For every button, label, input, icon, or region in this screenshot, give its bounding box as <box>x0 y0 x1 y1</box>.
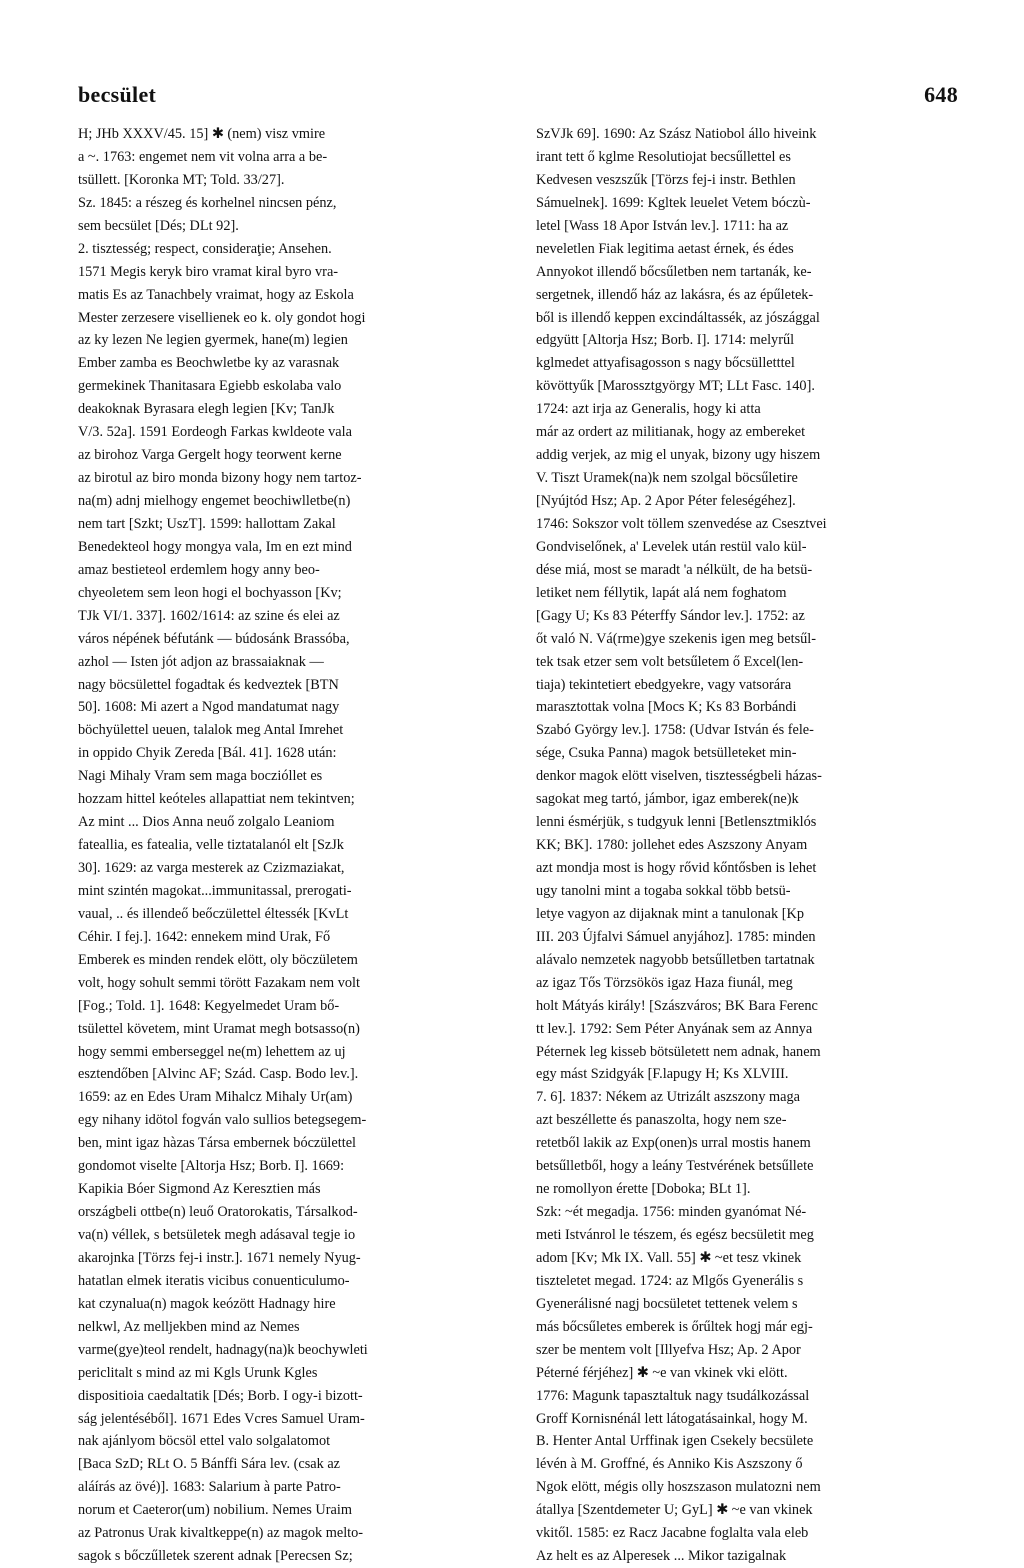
text-line: Sámuelnek]. 1699: Kgltek leuelet Vetem bóczù- <box>536 194 811 211</box>
text-line: retetből lakik az Exp(onen)s urral mostis hanem <box>536 1135 811 1152</box>
text-line: V. Tiszt Uramek(na)k nem szolgal böcsűletire <box>536 470 798 487</box>
text-line: Céhir. I fej.]. 1642: ennekem mind Urak, Fő <box>78 928 331 945</box>
text-line: 2. tisztesség; respect, consideraţie; Ansehen. <box>78 240 332 257</box>
text-line: holt Mátyás király! [Szászváros; BK Bara Ferenc <box>536 997 818 1014</box>
text-line: [Nyújtód Hsz; Ap. 2 Apor Péter feleségéhez]. <box>536 493 796 509</box>
text-line: matis Es az Tanachbely vraimat, hogy az Eskola <box>78 286 354 303</box>
text-line: Groff Kornisnénál lett látogatásainkal, hogy M. <box>536 1410 808 1427</box>
text-line: Gyenerálisné nagj bocsületet tettenek velem s <box>536 1295 798 1312</box>
text-line: tek tsak etzer sem volt betsűletem ő Excel(len- <box>536 653 804 670</box>
text-line: Annyokot illendő bőcsűletben nem tartanák, ke- <box>536 263 812 280</box>
text-line: azt mondja most is hogy rővid kőntősben is lehet <box>536 860 817 876</box>
text-line: böchyülettel ueuen, talalok meg Antal Imrehet <box>78 722 344 739</box>
text-line: in oppido Chyik Zereda [Bál. 41]. 1628 után: <box>78 745 337 762</box>
page-number: 648 <box>924 82 958 107</box>
text-line: 1746: Sokszor volt töllem szenvedése az Csesztvei <box>536 515 827 532</box>
text-line: deakoknak Byrasara elegh legien [Kv; TanJk <box>78 401 335 418</box>
text-line: az Patronus Urak kivaltkeppe(n) az magok melto- <box>78 1525 364 1542</box>
text-line: Emberek es minden rendek elött, oly böczületem <box>78 951 358 968</box>
text-line: szer be mentem volt [Illyefva Hsz; Ap. 2 Apor <box>536 1341 801 1358</box>
text-line: Sz. 1845: a részeg és korhelnel nincsen pénz, <box>78 194 337 211</box>
text-line: edgyütt [Altorja Hsz; Borb. I]. 1714: melyrűl <box>536 332 795 349</box>
text-line: va(n) véllek, s betsületek megh adásaval tegje io <box>78 1227 356 1243</box>
text-line: az birotul az biro monda bizony hogy nem tartoz- <box>78 470 362 487</box>
text-line: Az mint ... Dios Anna neuő zolgalo Leaniom <box>78 814 335 831</box>
text-line: betsűlletből, hogy a leány Testvérének betsűllete <box>536 1158 814 1175</box>
text-line: Péternek leg kisseb bötsületett nem adnak, hanem <box>536 1043 821 1060</box>
text-line: a ~. 1763: engemet nem vit volna arra a be- <box>78 148 328 165</box>
text-line: TJk VI/1. 337]. 1602/1614: az szine és elei az <box>78 607 340 624</box>
text-line: gondomot viselte [Altorja Hsz; Borb. I]. 1669: <box>78 1158 345 1175</box>
text-line: hozzam hittel keóteles allapattiat nem tekintven; <box>78 791 355 808</box>
text-line: III. 203 Újfalvi Sámuel anyjához]. 1785: minden <box>536 928 816 945</box>
text-line: fateallia, es fatealia, velle tiztatalanól elt [SzJk <box>78 837 344 854</box>
text-line: [Fog.; Told. 1]. 1648: Kegyelmedet Uram bő- <box>78 997 340 1014</box>
left-text-column <box>78 123 497 1568</box>
text-line: KK; BK]. 1780: jollehet edes Aszszony Anyam <box>536 837 808 854</box>
text-line: 50]. 1608: Mi azert a Ngod mandatumat nagy <box>78 699 340 716</box>
text-line: Szabó György lev.]. 1758: (Udvar István és fele- <box>536 722 814 739</box>
text-line: V/3. 52a]. 1591 Eordeogh Farkas kwldeote vala <box>78 424 352 441</box>
text-line: nagy böcsülettel fogadtak és kedveztek [BTN <box>78 676 339 693</box>
text-line: volt, hogy sohult semmi törött Fazakam nem volt <box>78 974 360 991</box>
text-line: 1571 Megis keryk biro vramat kiral byro vra- <box>78 263 339 280</box>
text-line: denkor magok elött viselven, tisztességbeli házas- <box>536 768 822 785</box>
text-line: meti Istvánrol le tészem, és egész becsületit meg <box>536 1227 814 1243</box>
text-line: Ngok elött, mégis olly hoszszason mulatozni nem <box>536 1479 821 1496</box>
text-line: az birohoz Varga Gergelt hogy teorwent kerne <box>78 447 342 464</box>
text-line: SzVJk 69]. 1690: Az Szász Natiobol állo hiveink <box>536 126 817 142</box>
text-line: 1724: azt irja az Generalis, hogy ki atta <box>536 401 761 418</box>
text-line: chyeoletem sem leon hogi el bochyasson [Kv; <box>78 584 342 601</box>
text-line: sége, Csuka Panna) magok betsülleteket min- <box>536 745 797 762</box>
text-line: nem tart [Szkt; UszT]. 1599: hallottam Zakal <box>78 515 336 532</box>
text-line: vaual, .. és illendeő beőczülettel éltessék [KvLt <box>78 905 349 922</box>
text-line: na(m) adnj mielhogy engemet beochiwlletbe(n) <box>78 493 351 509</box>
text-line: az igaz Tős Törzsökös igaz Haza fiunál, meg <box>536 974 793 991</box>
text-line: kat czynalua(n) magok keózött Hadnagy hire <box>78 1295 336 1312</box>
text-line: Kapikia Bóer Sigmond Az Keresztien más <box>78 1181 321 1198</box>
text-line: varme(gye)teol rendelt, hadnagy(na)k beochywleti <box>78 1341 368 1358</box>
text-line: B. Henter Antal Urffinak igen Csekely becsülete <box>536 1433 814 1450</box>
text-line: az ky lezen Ne legien gyermek, hane(m) legien <box>78 332 348 349</box>
text-line: 1776: Magunk tapasztaltuk nagy tsudálkozással <box>536 1387 810 1404</box>
text-line: Benedekteol hogy mongya vala, Im en ezt mind <box>78 538 352 555</box>
text-line: országbeli ottbe(n) leuő Oratorokatis, Társalkod- <box>78 1204 358 1221</box>
text-line: őt való N. Vá(rme)gye szekenis igen meg betsűl- <box>536 630 817 647</box>
text-line: [Baca SzD; RLt O. 5 Bánffi Sára lev. (csak az <box>78 1456 341 1473</box>
text-line: sagokat meg tartó, jámbor, igaz emberek(ne)k <box>536 791 799 808</box>
text-line: ság jelentéséből]. 1671 Edes Vcres Samuel Uram- <box>78 1410 365 1427</box>
text-line: Kedvesen veszszűk [Törzs fej-i instr. Bethlen <box>536 171 796 188</box>
text-line: Szk: ~ét megadja. 1756: minden gyanómat Né- <box>536 1204 807 1221</box>
text-line: már az ordert az militianak, hogy az embereket <box>536 424 806 441</box>
text-line: ugy tanolni mint a togaba sokkal több betsü- <box>536 882 791 899</box>
text-line: aláírás az övé)]. 1683: Salarium à parte Patro- <box>78 1479 341 1496</box>
text-line: nelkwl, Az melljekben mind az Nemes <box>78 1318 300 1335</box>
text-line: 1659: az en Edes Uram Mihalcz Mihaly Ur(am) <box>78 1089 353 1106</box>
text-line: egy nihany idötol fogván valo sullios betegsegem- <box>78 1112 367 1129</box>
text-line: norum et Caeteror(um) nobilium. Nemes Uraim <box>78 1502 352 1519</box>
text-line: sergetnek, illendő ház az lakásra, és az épűletek- <box>536 286 814 303</box>
text-line: kövöttyűk [Marossztgyörgy MT; LLt Fasc. 140]. <box>536 378 815 395</box>
text-line: Mester zerzesere visellienek eo k. oly gondot hogi <box>78 309 366 326</box>
text-line: átallya [Szentdemeter U; GyL] ✱ ~e van vkinek <box>536 1502 813 1519</box>
running-headword: becsület <box>78 82 157 107</box>
text-line: letye vagyon az dijaknak mint a tanulonak [Kp <box>536 905 804 922</box>
text-line: ből is illendő keppen excindáltassék, az jószággal <box>536 309 820 326</box>
text-line: azhol — Isten jót adjon az brassaiaknak — <box>78 653 324 670</box>
text-line: Nagi Mihaly Vram sem maga boczióllet es <box>78 768 323 785</box>
page-header <box>78 82 958 116</box>
text-line: [Gagy U; Ks 83 Péterffy Sándor lev.]. 1752: az <box>536 607 805 624</box>
text-line: ben, mint igaz hàzas Társa embernek bóczülettel <box>78 1135 357 1152</box>
text-line: tsülettel követem, mint Uramat megh botsasso(n) <box>78 1020 360 1037</box>
text-line: periclitalt s mind az mi Kgls Urunk Kgles <box>78 1364 318 1381</box>
text-line: ne romollyon érette [Doboka; BLt 1]. <box>536 1181 751 1198</box>
text-line: dispositioia caedaltatik [Dés; Borb. I ogy-i bizott- <box>78 1387 363 1404</box>
text-line: Péterné férjéhez] ✱ ~e van vkinek vki elött. <box>536 1364 788 1381</box>
text-line: lenni ésmérjük, s tudgyuk lenni [Betlensztmiklós <box>536 814 817 831</box>
text-line: tiaja) tekintetiert ebedgyekre, vagy vatsorára <box>536 676 792 693</box>
text-line: azt beszéllette és panaszolta, hogy nem sze- <box>536 1112 787 1129</box>
text-line: irant tett ő kglme Resolutiojat becsűllettel es <box>536 148 791 165</box>
text-line: kglmedet attyafisagosson s nagy bőcsülletttel <box>536 355 795 372</box>
text-line: dése miá, most se maradt 'a nélkült, de ha betsü- <box>536 561 813 578</box>
text-line: germekinek Thanitasara Egiebb eskolaba valo <box>78 378 342 395</box>
text-line: neveletlen Fiak legitima aetast érnek, és édes <box>536 240 794 257</box>
text-line: tsüllett. [Koronka MT; Told. 33/27]. <box>78 171 285 188</box>
text-line: város népének béfutánk — búdosánk Brassóba, <box>78 630 350 647</box>
text-line: nak ajánlyom böcsöl ettel valo solgalatomot <box>78 1433 331 1450</box>
text-line: alávalo nemzetek nagyobb betsűlletben tartatnak <box>536 951 815 968</box>
text-line: sem becsület [Dés; DLt 92]. <box>78 217 239 234</box>
text-line: hatatlan elmek iteratis vicibus conuenticulumo- <box>78 1272 350 1289</box>
text-line: 30]. 1629: az varga mesterek az Czizmaziakat, <box>78 860 345 876</box>
text-line: adom [Kv; Mk IX. Vall. 55] ✱ ~et tesz vkinek <box>536 1249 802 1266</box>
text-line: 7. 6]. 1837: Nékem az Utrizált aszszony maga <box>536 1089 801 1106</box>
text-line: Gondviselőnek, a' Levelek után restül valo kül- <box>536 538 807 555</box>
text-line: egy mást Szidgyák [F.lapugy H; Ks XLVIII. <box>536 1066 789 1083</box>
text-line: marasztottak volna [Mocs K; Ks 83 Borbándi <box>536 699 797 716</box>
text-line: amaz bestieteol erdemlem hogy anny beo- <box>78 561 320 578</box>
right-text-column <box>536 123 955 1568</box>
text-line: tt lev.]. 1792: Sem Péter Anyának sem az Annya <box>536 1020 813 1037</box>
text-line: letel [Wass 18 Apor István lev.]. 1711: ha az <box>536 217 789 234</box>
text-line: tiszteletet megad. 1724: az Mlgős Gyenerális s <box>536 1272 804 1289</box>
text-line: esztendőben [Alvinc AF; Szád. Casp. Bodo lev.]. <box>78 1066 359 1083</box>
text-line: akarojnka [Törzs fej-i instr.]. 1671 nemely Nyug- <box>78 1249 361 1266</box>
text-line: Az helt es az Alperesek ... Mikor tazigalnak <box>536 1548 787 1565</box>
text-line: sagok s bőczűlletek szerent adnak [Perecsen Sz; <box>78 1548 353 1565</box>
text-line: H; JHb XXXV/45. 15] ✱ (nem) visz vmire <box>78 126 326 142</box>
text-line: addig verjek, az mig el unyak, bizony ugy hiszem <box>536 447 821 464</box>
text-line: vkitől. 1585: ez Racz Jacabne foglalta vala eleb <box>536 1525 809 1542</box>
text-line: hogy semmi emberseggel ne(m) lehettem az uj <box>78 1043 346 1060</box>
text-line: más bőcsűletes emberek is őrűltek hogj már egj- <box>536 1318 813 1335</box>
text-line: Ember zamba es Beochwletbe ky az varasnak <box>78 355 340 372</box>
text-line: mint szintén magokat...immunitassal, prerogati- <box>78 882 352 899</box>
text-line: letiket nem féllytik, lapát alá nem foghatom <box>536 584 787 601</box>
text-line: lévén à M. Groffné, és Anniko Kis Aszszony ő <box>536 1456 803 1473</box>
